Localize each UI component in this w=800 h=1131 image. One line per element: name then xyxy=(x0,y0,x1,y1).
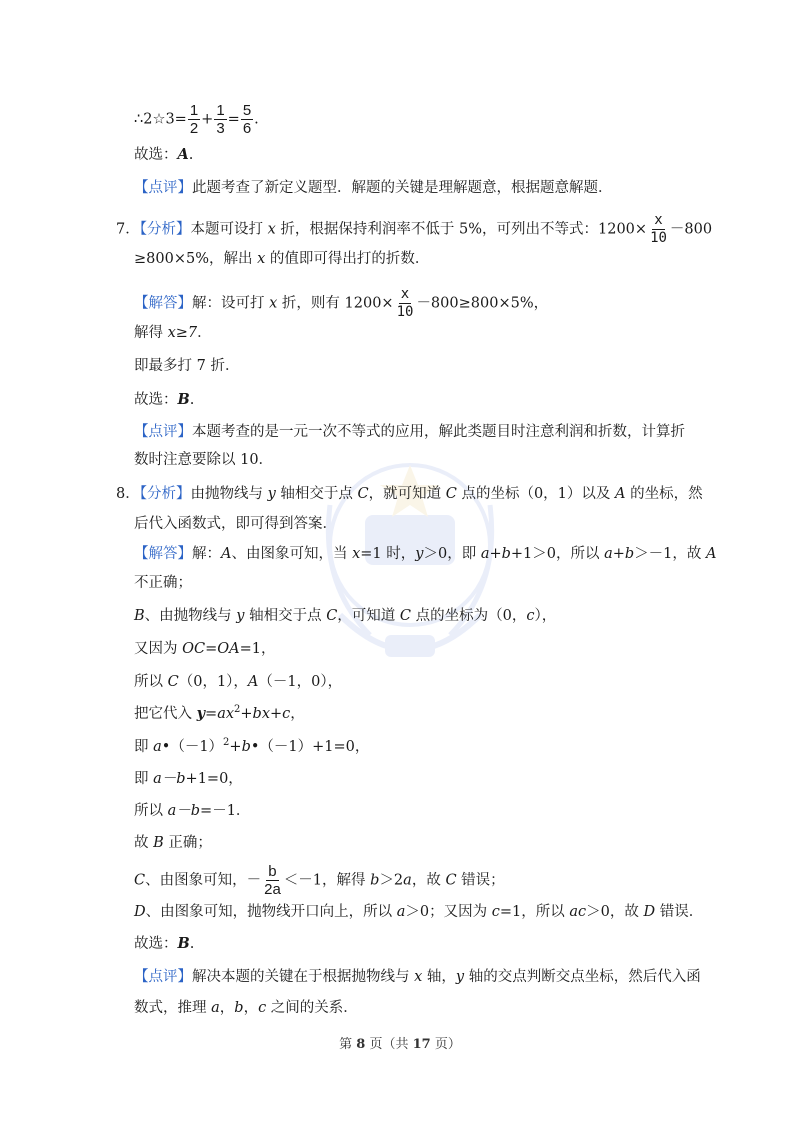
solution-tag: 【解答】 xyxy=(134,295,192,312)
q6-fraction-2: $\frac{1}{3}$ xyxy=(216,102,225,137)
q8-review-line1: 【点评】解决本题的关键在于根据抛物线与 x 轴，y 轴的交点判断交点坐标，然后代入函 xyxy=(134,969,701,985)
q6-result-line: ∴2☆3= $\frac{1}{2}$ + $\frac{1}{3}$ = $\frac{5}{6}$ . xyxy=(134,102,259,137)
q8-option-d: D、由图象可知，抛物线开口向上，所以 a＞0；又因为 c=1，所以 ac＞0，故 D 错误． xyxy=(134,904,704,920)
review-tag: 【点评】 xyxy=(134,969,192,985)
q7-solution-fraction: $\frac{x}{10}$ xyxy=(396,286,414,320)
page-footer: 第 8 页（共 17 页） xyxy=(339,1037,461,1052)
q8-answer: 故选：B. xyxy=(134,935,195,952)
review-tag: 【点评】 xyxy=(134,180,192,196)
q8-eq2: 即 a－b+1=0， xyxy=(134,771,243,787)
watermark-logo xyxy=(310,445,510,685)
q6-therefore: ∴2☆3= xyxy=(134,111,187,128)
q7-review-line1: 【点评】本题考查的是一元一次不等式的应用，解此类题目时注意利润和折数，计算折 xyxy=(134,424,685,440)
q6-review: 【点评】此题考查了新定义题型．解题的关键是理解题意，根据题意解题． xyxy=(134,180,613,196)
analysis-tag: 【分析】 xyxy=(139,221,191,238)
q8-c-fraction: $\frac{b}{2a}$ xyxy=(264,863,281,898)
q8-eq1: 即 $a•(-1)^2+b•(-1)+1=0$， xyxy=(134,737,370,755)
page-number: 8 xyxy=(356,1037,366,1052)
q7-analysis-fraction: $\frac{x}{10}$ xyxy=(650,212,667,246)
q6-answer: 故选：A. xyxy=(134,146,194,163)
q6-fraction-1: $\frac{1}{2}$ xyxy=(189,102,199,137)
q8-also: 又因为 OC=OA=1， xyxy=(134,641,276,657)
q8-analysis-line2: 后代入函数式，即可得到答案． xyxy=(134,516,337,532)
q7-analysis-line1: 7．【分析】本题可设打 x 折，根据保持利润率不低于 5%，可列出不等式：1200× $\frac{x}{10}$ －800 xyxy=(116,212,713,246)
q6-fraction-3: $\frac{5}{6}$ xyxy=(242,102,252,137)
analysis-tag: 【分析】 xyxy=(139,486,191,502)
q7-analysis-line2: ≥800×5%，解出 x 的值即可得出打的折数． xyxy=(134,251,430,267)
q7-solve: 解得 x≥7． xyxy=(134,325,212,341)
page-total: 17 xyxy=(412,1037,431,1052)
q8-review-line2: 数式，推理 a，b，c 之间的关系． xyxy=(134,1000,358,1016)
q8-eq3: 所以 a－b=－1． xyxy=(134,803,251,819)
q8-number: 8． xyxy=(116,486,140,502)
review-tag: 【点评】 xyxy=(134,424,192,440)
q7-most: 即最多打 7 折． xyxy=(134,358,240,374)
q8-b-correct: 故 B 正确； xyxy=(134,835,212,851)
q8-option-c: C、由图象可知，－ $\frac{b}{2a}$ ＜－1，解得 b＞2a，故 C 错误； xyxy=(134,863,505,898)
q8-analysis-line1: 8．【分析】由抛物线与 y 轴相交于点 C，就可知道 C 点的坐标（0，1）以及 A 的坐标，然 xyxy=(116,486,703,502)
q8-substitute: 把它代入 $y=ax^2+bx+c$， xyxy=(134,704,305,722)
solution-tag: 【解答】 xyxy=(134,546,192,562)
q8-solution-line2: 不正确； xyxy=(134,575,192,591)
q7-review-line2: 数时注意要除以 10． xyxy=(134,452,274,468)
q7-solution-line: 【解答】解：设可打 x 折，则有 1200× $\frac{x}{10}$ －800≥800×5%， xyxy=(134,286,549,320)
q8-option-b: B、由抛物线与 y 轴相交于点 C，可知道 C 点的坐标为（0，c）， xyxy=(134,608,557,624)
q8-solution-line1: 【解答】解：A、由图象可知，当 x=1 时，y＞0，即 a+b+1＞0，所以 a+b＞－1，故 A xyxy=(134,546,717,562)
q7-answer: 故选：B. xyxy=(134,391,195,408)
q7-number: 7． xyxy=(116,221,140,238)
q8-points: 所以 C（0，1），A（－1，0）， xyxy=(134,674,343,690)
